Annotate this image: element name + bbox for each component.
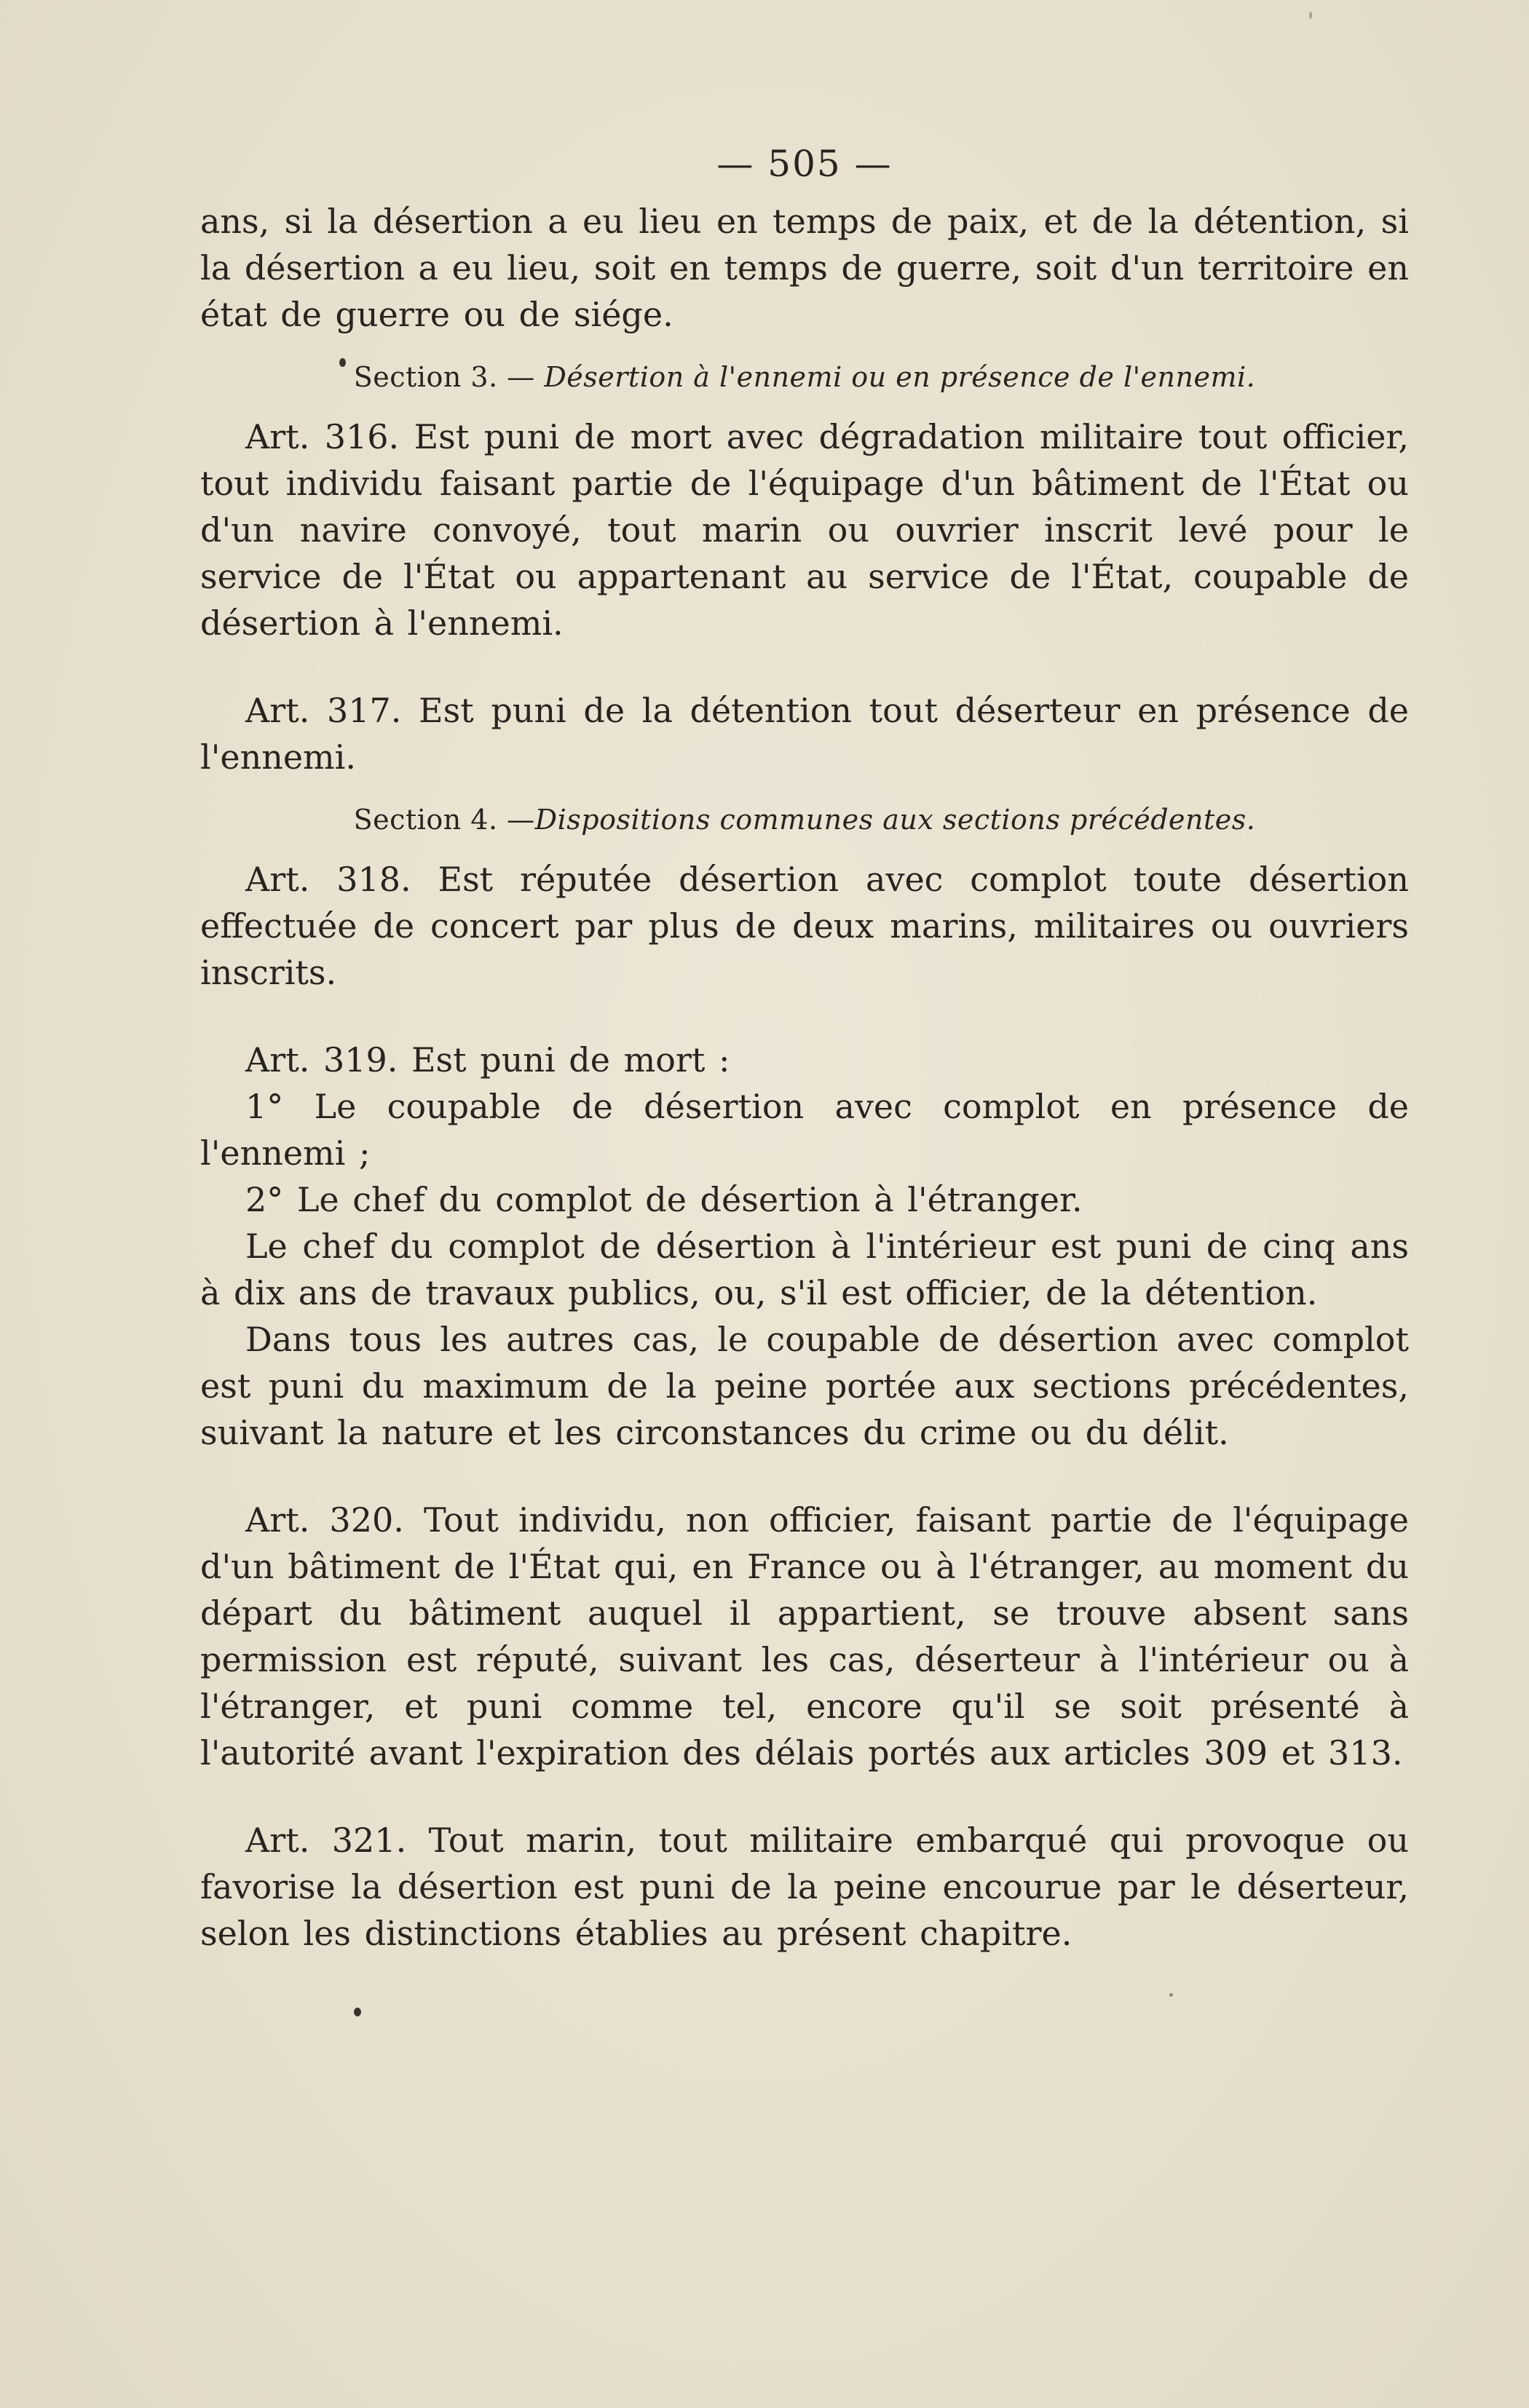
article-318: Art. 318. Est réputée désertion avec complot toute désertion effectuée de concert par plus de deux marins, militaires ou ouvriers inscrits. [200, 860, 1409, 992]
section-label: Section 3. — [353, 361, 545, 393]
ink-speck [339, 358, 346, 367]
article-319-paragraph: Le chef du complot de désertion à l'intérieur est puni de cinq ans à dix ans de travaux publics, ou, s'il est officier, de la détention. [200, 1227, 1409, 1312]
section-heading-3 [200, 357, 1409, 397]
section-title: Désertion à l'ennemi ou en présence de l'ennemi. [544, 361, 1256, 393]
text-block [200, 138, 1409, 1957]
article-319-item-1: 1° Le coupable de désertion avec complot en présence de l'ennemi ; [200, 1087, 1409, 1173]
article-320: Art. 320. Tout individu, non officier, faisant partie de l'équipage d'un bâtiment de l'État qui, en France ou à l'étranger, au moment du départ du bâtiment auquel il appartient, se trouve absent sans permission est réputé, suivant les cas, déserteur à l'intérieur ou à l'étranger, et puni comme tel, encore qu'il se soit présenté à l'autorité avant l'expiration des délais portés aux articles 309 et 313. [200, 1500, 1409, 1773]
section-heading-4 [200, 799, 1409, 840]
ink-speck [1169, 1993, 1173, 1997]
article-316: Art. 316. Est puni de mort avec dégradation militaire tout officier, tout individu faisant partie de l'équipage d'un bâtiment de l'État ou d'un navire convoyé, tout marin ou ouvrier inscrit levé pour le service de l'État ou appartenant au service de l'État, coupable de désertion à l'ennemi. [200, 417, 1409, 643]
paragraph-continuation: ans, si la désertion a eu lieu en temps de paix, et de la détention, si la désertion a eu lieu, soit en temps de guerre, soit d'un territoire en état de guerre ou de siége. [200, 202, 1409, 334]
article-317: Art. 317. Est puni de la détention tout déserteur en présence de l'ennemi. [200, 691, 1409, 777]
ink-speck [354, 2008, 361, 2016]
article-319-intro: Art. 319. Est puni de mort : [245, 1040, 730, 1080]
article-321: Art. 321. Tout marin, tout militaire embarqué qui provoque ou favorise la désertion est puni de la peine encourue par le déserteur, selon les distinctions établies au présent chapitre. [200, 1821, 1409, 1953]
section-label: Section 4. — [353, 804, 535, 836]
page-number: — 505 — [716, 143, 893, 185]
article-319-paragraph: Dans tous les autres cas, le coupable de désertion avec complot est puni du maximum de la peine portée aux sections précédentes, suivant la nature et les circonstances du crime ou du délit. [200, 1320, 1409, 1452]
ink-speck [1309, 12, 1312, 19]
section-title: Dispositions communes aux sections précédentes. [534, 804, 1256, 836]
article-319-item-2: 2° Le chef du complot de désertion à l'étranger. [245, 1180, 1083, 1219]
